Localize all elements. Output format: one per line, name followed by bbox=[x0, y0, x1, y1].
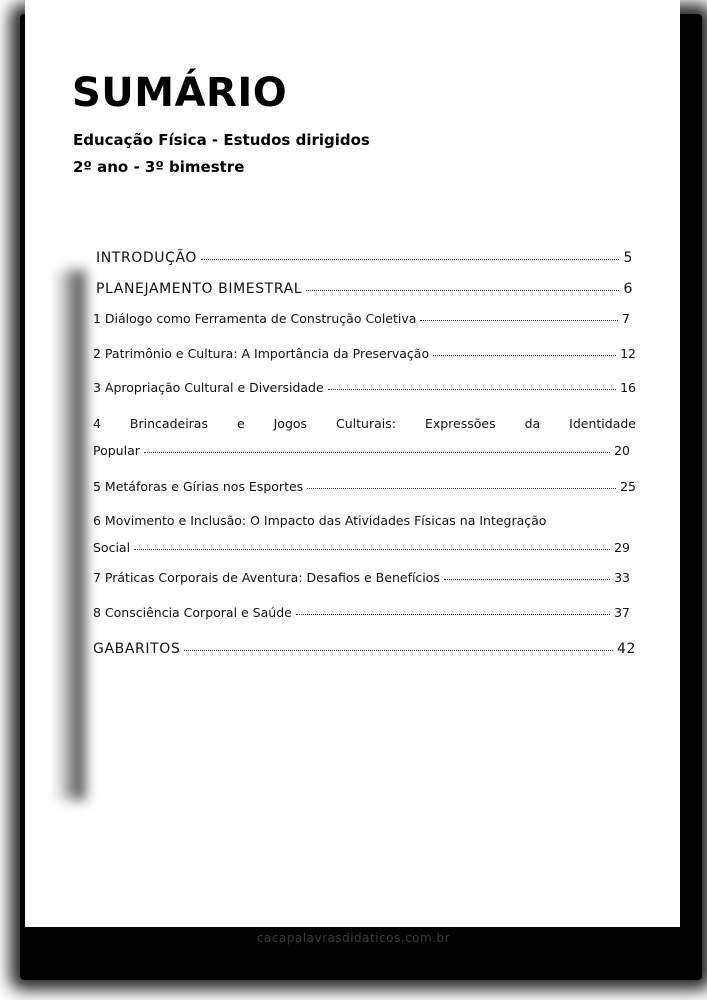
dot-leader bbox=[134, 540, 610, 550]
page-title: SUMÁRIO bbox=[72, 70, 288, 116]
toc-word: Brincadeiras bbox=[129, 416, 208, 431]
toc-entry-page: 37 bbox=[614, 605, 630, 620]
toc-entry-page: 7 bbox=[622, 311, 630, 326]
subtitle-course: Educação Física - Estudos dirigidos bbox=[73, 131, 370, 149]
toc-entry-8[interactable] bbox=[93, 605, 630, 620]
toc-entry-label: 1 Diálogo como Ferramenta de Construção Coletiva bbox=[93, 311, 417, 326]
dot-leader bbox=[306, 280, 619, 291]
toc-entry-2[interactable] bbox=[93, 346, 636, 361]
toc-word: Expressões bbox=[424, 416, 496, 431]
dot-leader bbox=[201, 249, 619, 260]
dot-leader bbox=[420, 311, 618, 321]
toc-entry-label: GABARITOS bbox=[93, 641, 181, 657]
toc-word: da bbox=[524, 416, 541, 431]
toc-entry-page: 6 bbox=[623, 281, 633, 297]
toc-entry-page: 29 bbox=[614, 540, 630, 555]
toc-entry-label: 8 Consciência Corporal e Saúde bbox=[93, 605, 292, 620]
toc-entry-4-line2[interactable] bbox=[93, 443, 630, 458]
toc-entry-1[interactable] bbox=[93, 311, 630, 326]
footer-watermark: cacapalavrasdidaticos.com.br bbox=[256, 931, 451, 945]
toc-entry-5[interactable] bbox=[93, 479, 636, 494]
dot-leader bbox=[433, 346, 616, 356]
dot-leader bbox=[184, 640, 613, 651]
toc-entry-6-line2[interactable] bbox=[93, 540, 630, 555]
toc-entry-page: 25 bbox=[620, 479, 636, 494]
dot-leader bbox=[296, 605, 610, 615]
dot-leader bbox=[144, 443, 610, 453]
toc-entry-7[interactable] bbox=[93, 570, 630, 585]
toc-word: Culturais: bbox=[336, 416, 396, 431]
toc-entry-answers[interactable] bbox=[93, 641, 636, 657]
toc-word: Jogos bbox=[273, 416, 308, 431]
toc-entry-intro[interactable] bbox=[96, 250, 633, 266]
toc-entry-page: 5 bbox=[623, 250, 633, 266]
toc-entry-page: 12 bbox=[620, 346, 636, 361]
toc-entry-planning[interactable] bbox=[96, 281, 633, 297]
toc-entry-label: Popular bbox=[93, 443, 140, 458]
toc-entry-label: 7 Práticas Corporais de Aventura: Desafios e Benefícios bbox=[93, 570, 440, 585]
toc-entry-label: 6 Movimento e Inclusão: O Impacto das Atividades Físicas na Integração bbox=[93, 513, 547, 528]
toc-entry-label: 3 Apropriação Cultural e Diversidade bbox=[93, 380, 324, 395]
toc-entry-label: INTRODUÇÃO bbox=[96, 250, 198, 266]
toc-word: Identidade bbox=[569, 416, 636, 431]
toc-entry-label: 5 Metáforas e Gírias nos Esportes bbox=[93, 479, 304, 494]
subtitle-grade: 2º ano - 3º bimestre bbox=[73, 158, 245, 176]
toc-entry-page: 16 bbox=[620, 380, 636, 395]
toc-entry-3[interactable] bbox=[93, 380, 636, 395]
toc-entry-4-line1[interactable] bbox=[93, 416, 636, 431]
dot-leader bbox=[307, 479, 616, 489]
toc-entry-page: 20 bbox=[614, 443, 630, 458]
toc-entry-6-line1[interactable] bbox=[93, 513, 636, 528]
toc-entry-page: 42 bbox=[616, 641, 636, 657]
dot-leader bbox=[444, 570, 610, 580]
dot-leader bbox=[328, 380, 616, 390]
toc-word: 4 bbox=[93, 416, 101, 431]
toc-entry-page: 33 bbox=[614, 570, 630, 585]
toc-entry-label: 2 Patrimônio e Cultura: A Importância da Preservação bbox=[93, 346, 430, 361]
toc-word: e bbox=[236, 416, 245, 431]
toc-entry-label: PLANEJAMENTO BIMESTRAL bbox=[96, 281, 303, 297]
toc-entry-label: Social bbox=[93, 540, 131, 555]
